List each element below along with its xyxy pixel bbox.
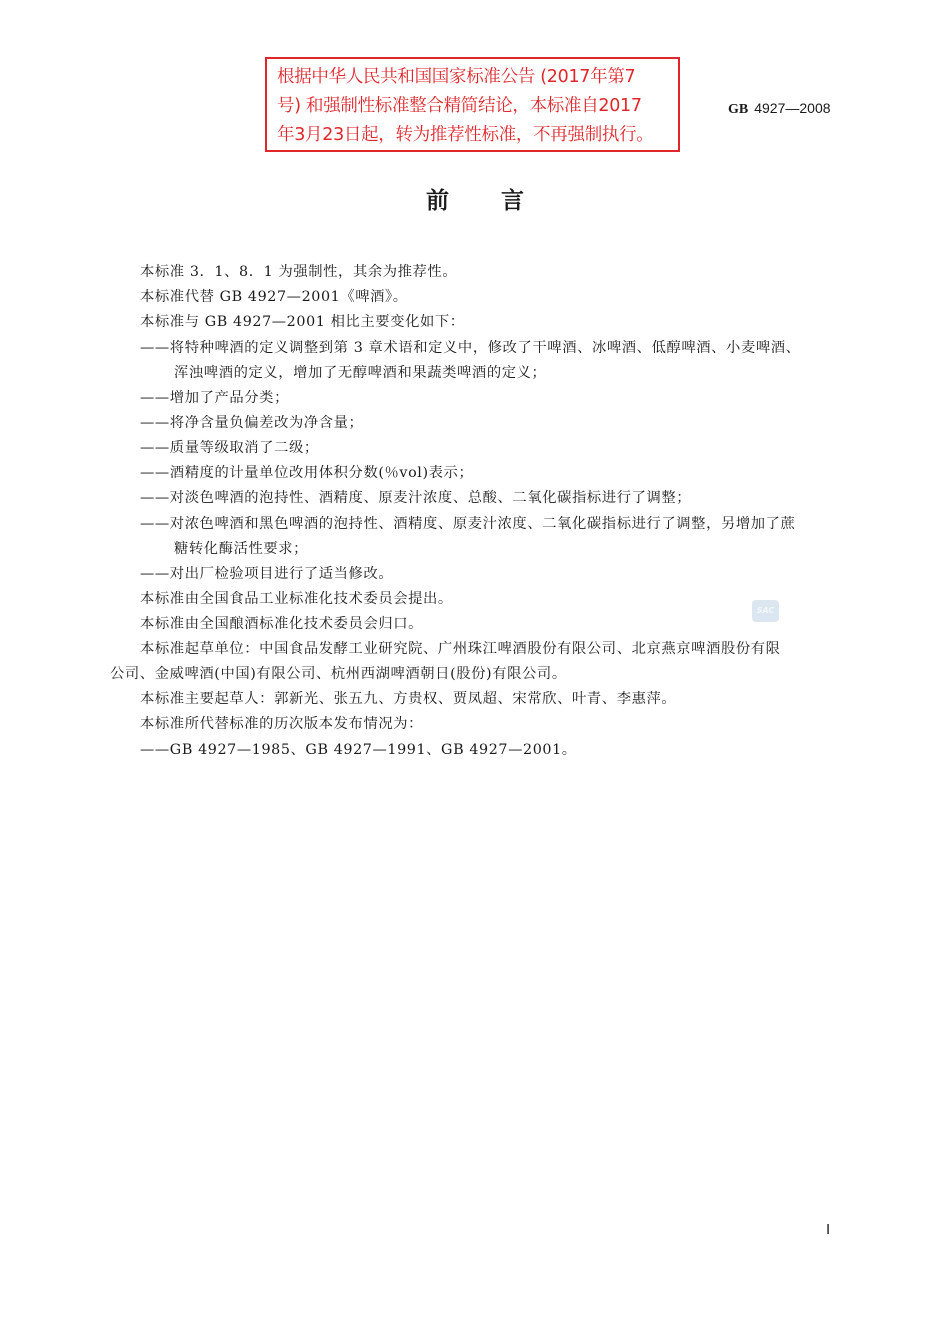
page-number: Ⅰ	[826, 1223, 831, 1238]
list-item: ——酒精度的计量单位改用体积分数(％vol)表示；	[140, 465, 474, 481]
notice-line: 根据中华人民共和国国家标准公告 (2017年第7	[277, 67, 636, 87]
text-line: 本标准由全国酿酒标准化技术委员会归口。	[140, 616, 424, 632]
list-item: ——对浓色啤酒和黑色啤酒的泡持性、酒精度、原麦汁浓度、二氧化碳指标进行了调整，另增加了蔗	[140, 516, 796, 532]
page-title: 前言	[426, 188, 576, 214]
list-item: ——质量等级取消了二级；	[140, 440, 319, 456]
list-item: ——将净含量负偏差改为净含量；	[140, 415, 364, 431]
list-item: ——增加了产品分类；	[140, 390, 289, 406]
list-item: ——GB 4927—1985、GB 4927—1991、GB 4927—2001。	[140, 742, 577, 758]
standard-number: 4927—2008	[754, 100, 831, 116]
text-line: 公司、金威啤酒(中国)有限公司、杭州西湖啤酒朝日(股份)有限公司。	[110, 666, 567, 682]
text-line: 糖转化酶活性要求；	[174, 541, 309, 557]
standard-prefix: GB	[728, 102, 749, 117]
text-line: 本标准与 GB 4927—2001 相比主要变化如下：	[140, 314, 465, 330]
text-line: 本标准所代替标准的历次版本发布情况为：	[140, 716, 424, 732]
list-item: ——对淡色啤酒的泡持性、酒精度、原麦汁浓度、总酸、二氧化碳指标进行了调整；	[140, 490, 692, 506]
list-item: ——将特种啤酒的定义调整到第 3 章术语和定义中，修改了干啤酒、冰啤酒、低醇啤酒、小麦啤酒、	[140, 340, 801, 356]
text-line: 本标准由全国食品工业标准化技术委员会提出。	[140, 591, 453, 607]
sac-watermark-logo: SAC	[752, 600, 779, 622]
text-line: 本标准代替 GB 4927—2001《啤酒》。	[140, 289, 408, 305]
revision-notice-box	[265, 57, 680, 152]
text-line: 浑浊啤酒的定义，增加了无醇啤酒和果蔬类啤酒的定义；	[174, 365, 547, 381]
text-line: 本标准主要起草人：郭新光、张五九、方贵权、贾凤超、宋常欣、叶青、李惠萍。	[140, 691, 677, 707]
standard-code	[728, 100, 831, 118]
notice-line: 年3月23日起，转为推荐性标准，不再强制执行。	[277, 125, 654, 145]
text-line: 本标准起草单位：中国食品发酵工业研究院、广州珠江啤酒股份有限公司、北京燕京啤酒股份有限	[140, 641, 781, 657]
notice-line: 号) 和强制性标准整合精简结论，本标准自2017	[277, 96, 642, 116]
list-item: ——对出厂检验项目进行了适当修改。	[140, 566, 394, 582]
text-line: 本标准 3．1、8．1 为强制性，其余为推荐性。	[140, 264, 458, 280]
